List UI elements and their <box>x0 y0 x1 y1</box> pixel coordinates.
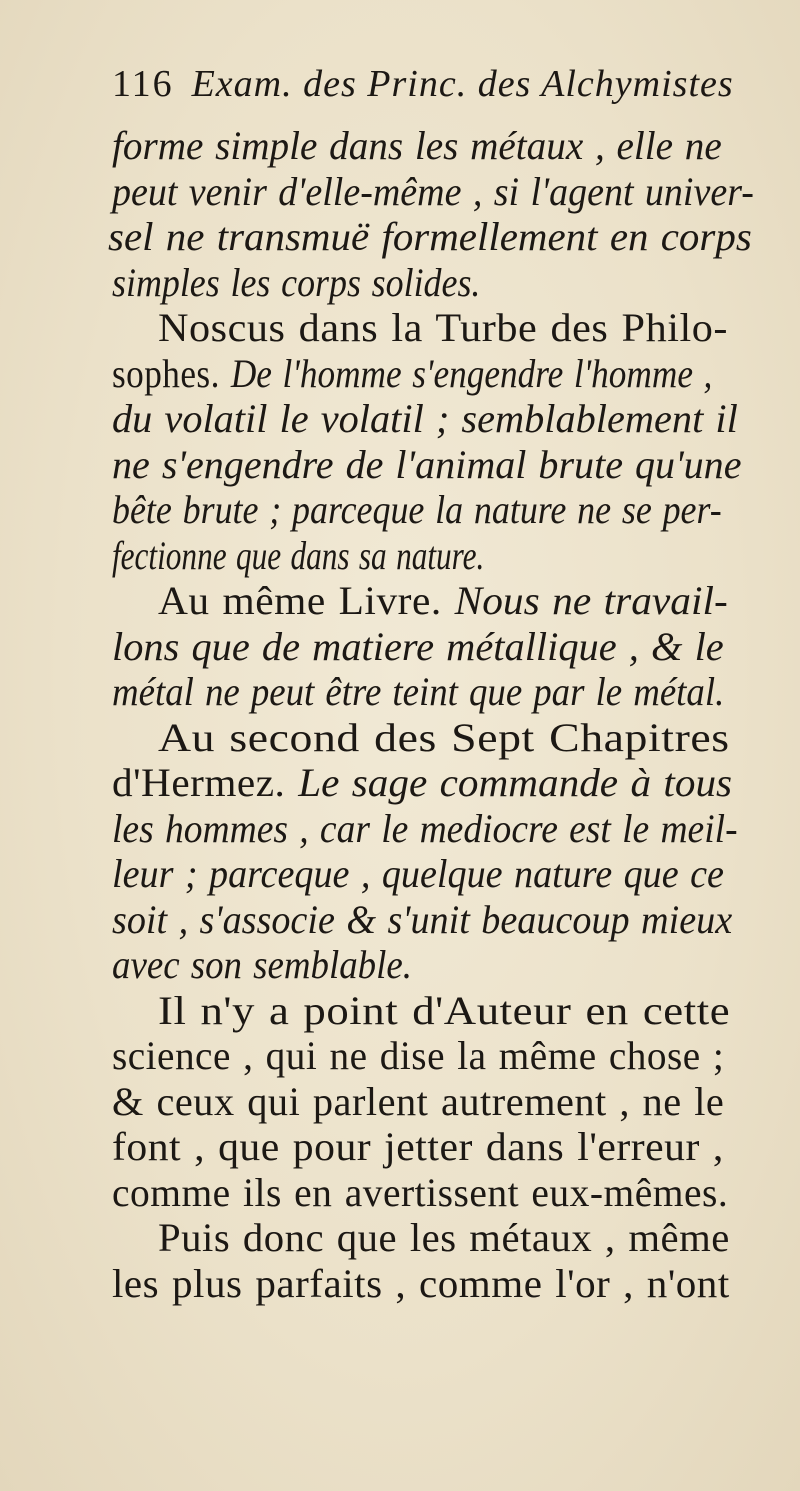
text-line <box>112 120 722 172</box>
italic-segment: lons que de matiere métallique , & le <box>112 623 724 669</box>
italic-segment: simples les corps solides. <box>112 259 481 305</box>
italic-segment: peut venir d'elle-même , si l'agent univer- <box>112 168 754 214</box>
page-header <box>112 62 734 120</box>
italic-segment: sel ne transmuë formellement en corps <box>108 214 752 259</box>
roman-segment: Puis donc que les métaux , même <box>158 1215 730 1260</box>
italic-segment: soit , s'associe & s'unit beaucoup mieux <box>112 896 733 942</box>
roman-segment: font , que pour jetter dans l'erreur , <box>112 1124 724 1169</box>
italic-segment: forme simple dans les métaux , elle ne <box>112 123 722 168</box>
text-line <box>158 575 728 627</box>
roman-segment: Au second des Sept Chapitres <box>158 714 730 760</box>
italic-segment: De l'homme s'engendre l'homme , <box>230 350 713 396</box>
text-line <box>112 666 724 718</box>
text-line <box>112 848 724 900</box>
italic-segment: Nous ne travail- <box>454 578 728 623</box>
text-line <box>108 211 752 263</box>
roman-segment: science , qui ne dise la même chose ; <box>112 1033 725 1078</box>
text-line <box>112 621 724 673</box>
text-line <box>112 1030 724 1082</box>
italic-segment: bête brute ; parceque la nature ne se per- <box>112 487 722 532</box>
text-line <box>112 484 722 536</box>
italic-segment: avec son semblable. <box>112 942 413 987</box>
text-line <box>112 757 732 809</box>
text-line <box>112 530 484 582</box>
text-line <box>158 302 728 354</box>
roman-segment: les plus parfaits , comme l'or , n'ont <box>112 1260 730 1306</box>
italic-segment: du volatil le volatil ; semblablement il <box>112 396 738 441</box>
text-line <box>158 712 730 764</box>
text-line <box>112 1121 724 1173</box>
text-line <box>112 393 738 445</box>
text-line <box>112 348 712 400</box>
italic-segment: leur ; parceque , quelque nature que ce <box>112 851 724 896</box>
italic-segment: les hommes , car le mediocre est le meil- <box>112 805 738 851</box>
roman-segment: Au même Livre. <box>158 578 455 623</box>
running-head: Exam. des Princ. des Alchymistes <box>191 63 734 105</box>
italic-segment: fectionne que dans sa nature. <box>112 532 485 578</box>
italic-segment: métal ne peut être teint que par le métal. <box>112 669 725 714</box>
text-line <box>112 257 480 309</box>
text-line <box>112 803 738 855</box>
roman-segment: comme ils en avertissent eux-mêmes. <box>112 1169 729 1215</box>
text-line <box>112 1076 724 1128</box>
roman-segment: Il n'y a point d'Auteur en cette <box>158 987 731 1033</box>
page-number: 116 <box>112 63 174 105</box>
text-line <box>112 1258 730 1310</box>
roman-segment: d'Hermez. <box>112 760 299 805</box>
text-line <box>158 985 730 1037</box>
text-line <box>112 894 732 946</box>
text-line <box>112 1167 728 1219</box>
text-line <box>112 939 412 991</box>
text-line <box>112 439 741 491</box>
italic-segment: Le sage commande à tous <box>298 760 733 805</box>
text-line <box>112 166 754 218</box>
roman-segment: sophes. <box>112 350 231 396</box>
text-line <box>158 1212 730 1264</box>
roman-segment: Noscus dans la Turbe des Philo- <box>158 305 728 350</box>
roman-segment: & ceux qui parlent autrement , ne le <box>112 1078 725 1124</box>
italic-segment: ne s'engendre de l'animal brute qu'une <box>112 441 742 487</box>
